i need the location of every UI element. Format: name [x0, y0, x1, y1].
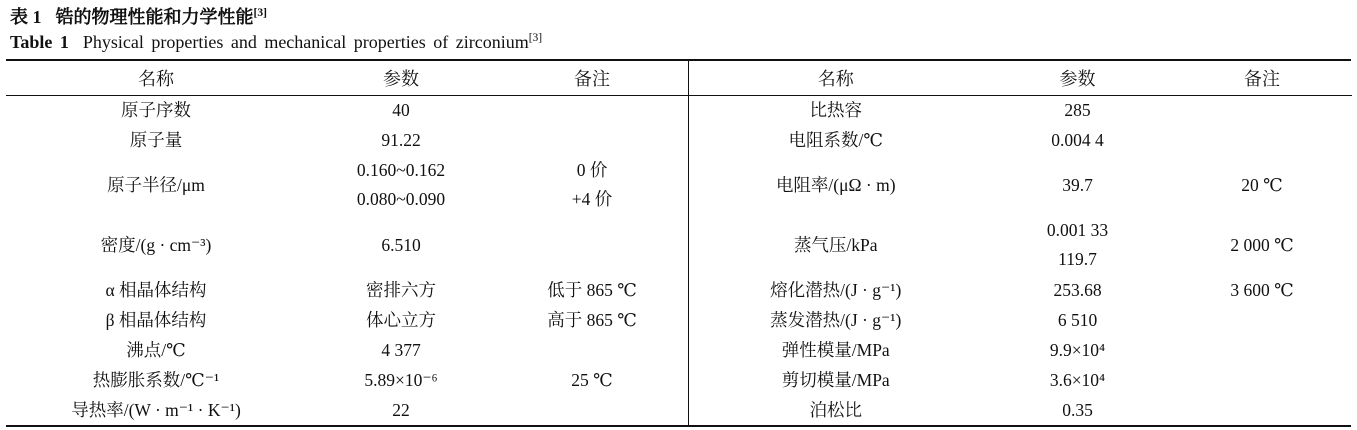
table-row: [689, 365, 1352, 395]
table-caption-en-title: Physical properties and mechanical properties of zirconium: [82, 32, 529, 52]
cell-note: 2 000 ℃: [1230, 234, 1294, 255]
cell-param: 5.89×10⁻⁶: [364, 369, 438, 390]
table-caption-zh: [10, 5, 1357, 30]
cell-note: [496, 95, 688, 125]
header-note: 备注: [496, 61, 688, 95]
cell-param: 6 510: [1057, 309, 1098, 330]
table-row: [6, 155, 688, 215]
cell-param: 体心立方: [366, 309, 436, 330]
table-row: [689, 275, 1352, 305]
cell-param: [306, 155, 496, 215]
cell-name: α 相晶体结构: [105, 279, 207, 300]
cell-param: 4 377: [381, 339, 421, 360]
table-row: [6, 365, 688, 395]
table-row: [6, 95, 688, 125]
cell-name: 弹性模量/MPa: [781, 339, 890, 360]
cell-param: 285: [1064, 99, 1091, 120]
cell-note: 25 ℃: [571, 369, 613, 390]
cell-param: 91.22: [381, 129, 421, 150]
header-name: 名称: [6, 61, 306, 95]
cell-line: 0.080~0.090: [356, 189, 446, 209]
cell-name: 比热容: [809, 99, 862, 120]
cell-name: 电阻率/(μΩ · m): [775, 174, 896, 195]
cell-line: 119.7: [1058, 249, 1097, 269]
header-row: [6, 61, 688, 95]
cell-param: 22: [392, 399, 410, 420]
cell-name: β 相晶体结构: [105, 309, 207, 330]
cell-note: 高于 865 ℃: [547, 309, 637, 330]
cell-name: 原子量: [129, 129, 183, 150]
cell-param: 39.7: [1062, 174, 1093, 195]
cell-name: 导热率/(W · m⁻¹ · K⁻¹): [71, 399, 241, 420]
cell-name: 蒸发潜热/(J · g⁻¹): [770, 309, 902, 330]
cell-note: 20 ℃: [1241, 174, 1283, 195]
table-row: [6, 335, 688, 365]
cell-name: 剪切模量/MPa: [781, 369, 890, 390]
cell-note: 3 600 ℃: [1230, 279, 1294, 300]
cell-line: +4 价: [571, 189, 613, 209]
cell-name: 蒸气压/kPa: [793, 234, 878, 255]
table-row: [689, 95, 1352, 125]
cell-name: 电阻系数/℃: [788, 129, 883, 150]
header-param: 参数: [983, 61, 1173, 95]
table-caption-en: [10, 30, 1357, 55]
table-row: [689, 155, 1352, 215]
table-caption: [0, 0, 1357, 55]
table-row: [689, 125, 1352, 155]
cell-param: 9.9×10⁴: [1049, 339, 1106, 360]
cell-name: 熔化潜热/(J · g⁻¹): [770, 279, 902, 300]
header-param: 参数: [306, 61, 496, 95]
cell-name: 原子半径/μm: [107, 174, 205, 195]
properties-table: [6, 59, 1351, 427]
table-row: [6, 395, 688, 425]
table-row: [6, 125, 688, 155]
cell-name: 热膨胀系数/℃⁻¹: [92, 369, 220, 390]
cell-param: 253.68: [1053, 279, 1102, 300]
properties-table-right: [688, 61, 1352, 425]
cell-param: 3.6×10⁴: [1049, 369, 1106, 390]
cell-line: 0.001 33: [1046, 220, 1109, 240]
cell-note: [1173, 395, 1352, 425]
citation-marker: [3]: [528, 32, 543, 44]
cell-line: 0.160~0.162: [356, 160, 446, 180]
header-row: [689, 61, 1352, 95]
cell-note: [1173, 365, 1352, 395]
cell-note: [1173, 335, 1352, 365]
cell-note: 低于 865 ℃: [547, 279, 637, 300]
cell-note: [1173, 305, 1352, 335]
cell-line: 0 价: [576, 160, 608, 180]
cell-note: [496, 395, 688, 425]
header-name: 名称: [689, 61, 983, 95]
table-row: [6, 305, 688, 335]
cell-note: [1173, 95, 1352, 125]
cell-param: 0.35: [1062, 399, 1093, 420]
cell-param: [983, 215, 1173, 275]
properties-table-left: [6, 61, 688, 425]
cell-note: [496, 335, 688, 365]
cell-name: 原子序数: [121, 99, 191, 120]
table-caption-zh-label: 表 1: [10, 7, 42, 27]
cell-note: [496, 155, 688, 215]
table-caption-en-label: Table 1: [10, 32, 69, 52]
cell-param: 0.004 4: [1051, 129, 1104, 150]
cell-name: 密度/(g · cm⁻³): [100, 234, 212, 255]
table-caption-zh-title: 锆的物理性能和力学性能: [55, 7, 254, 27]
table-row: [689, 335, 1352, 365]
table-row: [689, 215, 1352, 275]
cell-param: 6.510: [381, 234, 421, 255]
cell-name: 沸点/℃: [126, 339, 186, 360]
table-row: [6, 215, 688, 275]
cell-note: [496, 215, 688, 275]
header-note: 备注: [1173, 61, 1352, 95]
cell-note: [1173, 125, 1352, 155]
cell-param: 40: [392, 99, 410, 120]
table-row: [6, 275, 688, 305]
cell-param: 密排六方: [366, 279, 436, 300]
table-row: [689, 395, 1352, 425]
citation-marker: [3]: [253, 7, 267, 19]
cell-note: [496, 125, 688, 155]
table-row: [689, 305, 1352, 335]
cell-name: 泊松比: [809, 399, 862, 420]
